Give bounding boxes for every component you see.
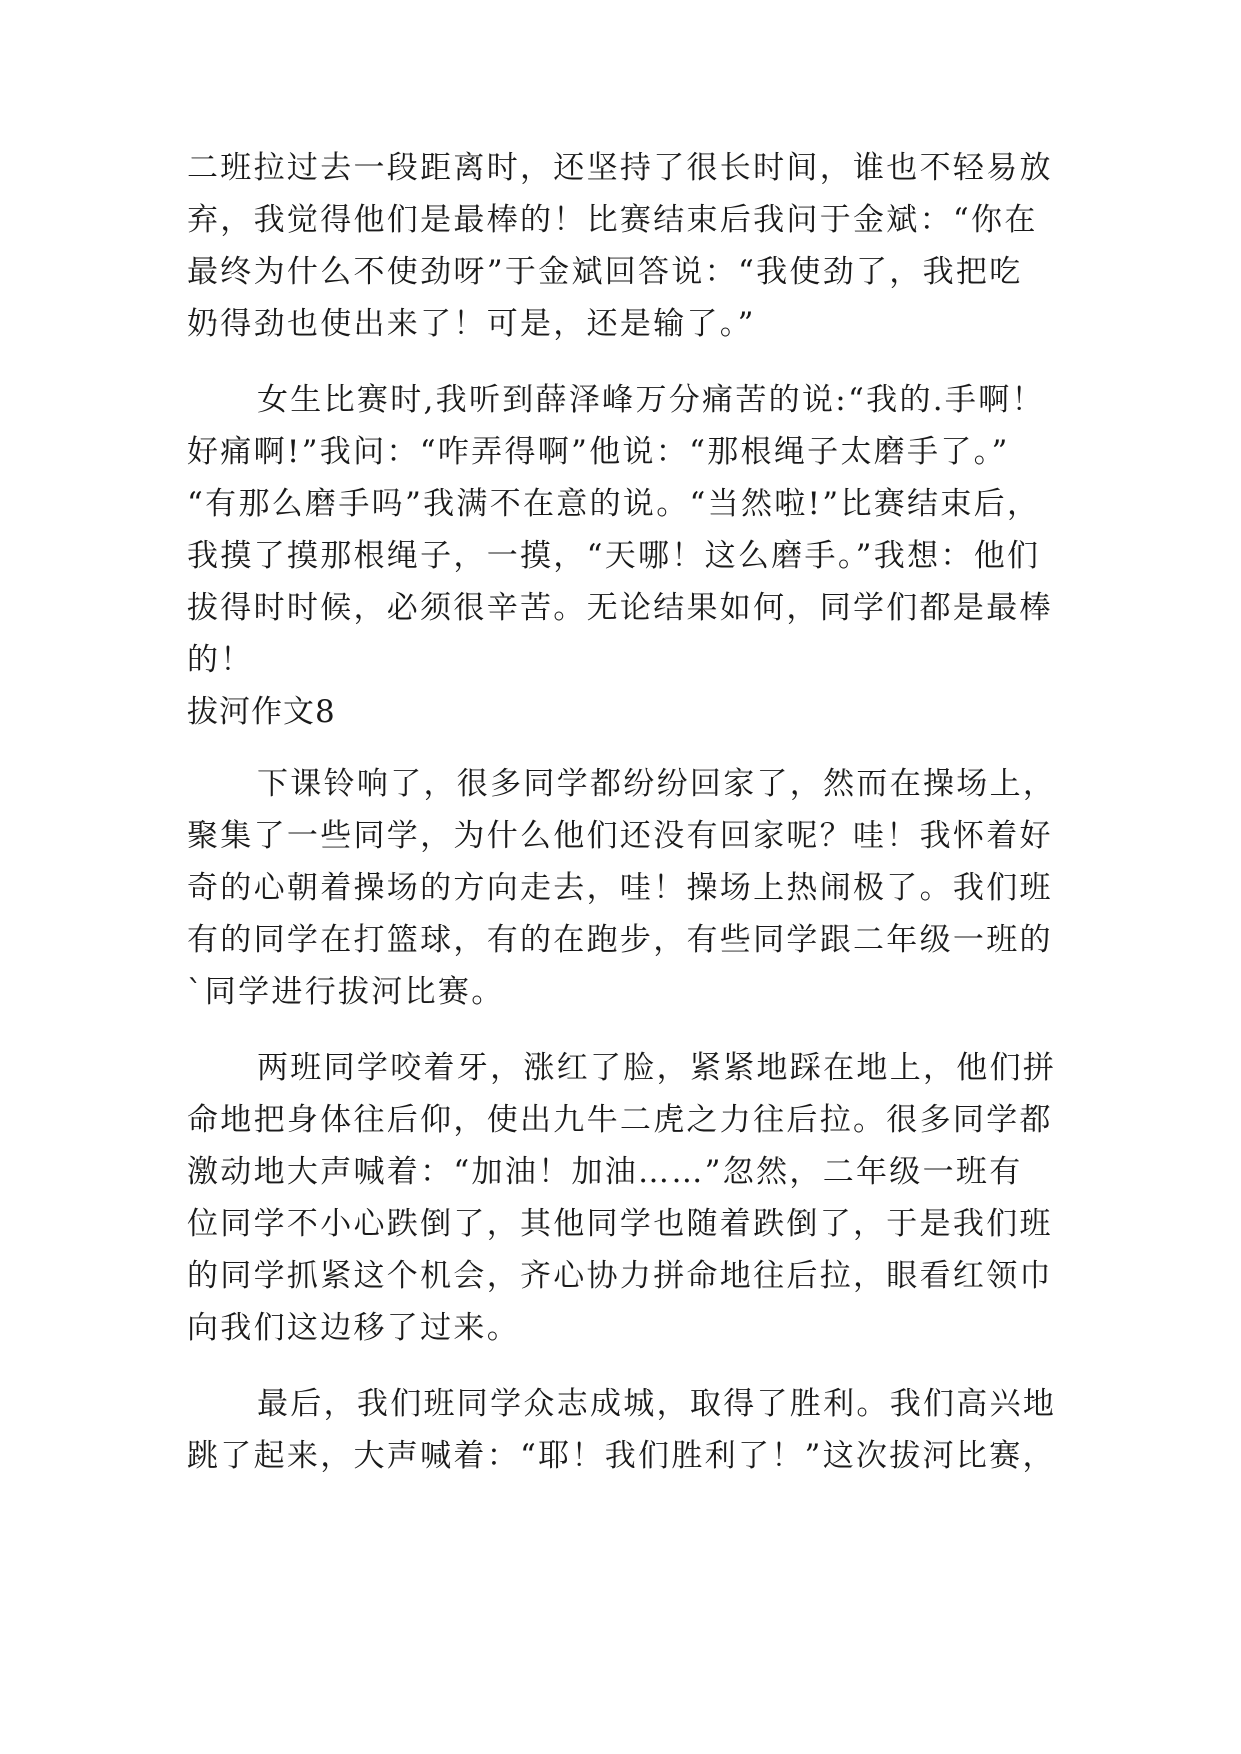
text-line: 奶得劲也使出来了！可是，还是输了。” xyxy=(187,306,756,342)
text-line: 激动地大声喊着：“加油！加油……”忽然，二年级一班有 xyxy=(187,1154,1023,1190)
text-line: 女生比赛时,我听到薛泽峰万分痛苦的说:“我的.手啊！ xyxy=(257,382,1045,418)
text-line: 下课铃响了，很多同学都纷纷回家了，然而在操场上， xyxy=(257,766,1057,802)
text-line: 有的同学在打篮球，有的在跑步，有些同学跟二年级一班的 xyxy=(187,922,1053,958)
text-line: 我摸了摸那根绳子，一摸，“天哪！这么磨手。”我想：他们 xyxy=(187,538,1041,574)
text-line: 聚集了一些同学，为什么他们还没有回家呢？哇！我怀着好 xyxy=(187,818,1053,854)
text-line: 的！ xyxy=(187,642,254,678)
text-line: “有那么磨手吗”我满不在意的说。“当然啦!”比赛结束后， xyxy=(187,486,1041,522)
text-line: 的同学抓紧这个机会，齐心协力拼命地往后拉，眼看红领巾 xyxy=(187,1258,1053,1294)
text-line: 跳了起来，大声喊着：“耶！我们胜利了！”这次拔河比赛， xyxy=(187,1438,1056,1474)
text-line: 两班同学咬着牙，涨红了脸，紧紧地踩在地上，他们拼 xyxy=(257,1050,1057,1086)
text-line: 最终为什么不使劲呀”于金斌回答说：“我使劲了，我把吃 xyxy=(187,254,1023,290)
text-line: `同学进行拔河比赛。 xyxy=(187,974,505,1010)
section-heading: 拔河作文8 xyxy=(187,694,336,730)
text-line: 位同学不小心跌倒了，其他同学也随着跌倒了，于是我们班 xyxy=(187,1206,1053,1242)
text-line: 向我们这边移了过来。 xyxy=(187,1310,520,1346)
text-line: 命地把身体往后仰，使出九牛二虎之力往后拉。很多同学都 xyxy=(187,1102,1053,1138)
text-line: 拔得时时候，必须很辛苦。无论结果如何，同学们都是最棒 xyxy=(187,590,1053,626)
text-line: 最后，我们班同学众志成城，取得了胜利。我们高兴地 xyxy=(257,1386,1057,1422)
text-line: 二班拉过去一段距离时，还坚持了很长时间，谁也不轻易放 xyxy=(187,150,1053,186)
text-line: 弃，我觉得他们是最棒的！比赛结束后我问于金斌：“你在 xyxy=(187,202,1038,238)
text-line: 好痛啊!”我问：“咋弄得啊”他说：“那根绳子太磨手了。” xyxy=(187,434,1010,470)
text-line: 奇的心朝着操场的方向走去，哇！操场上热闹极了。我们班 xyxy=(187,870,1053,906)
